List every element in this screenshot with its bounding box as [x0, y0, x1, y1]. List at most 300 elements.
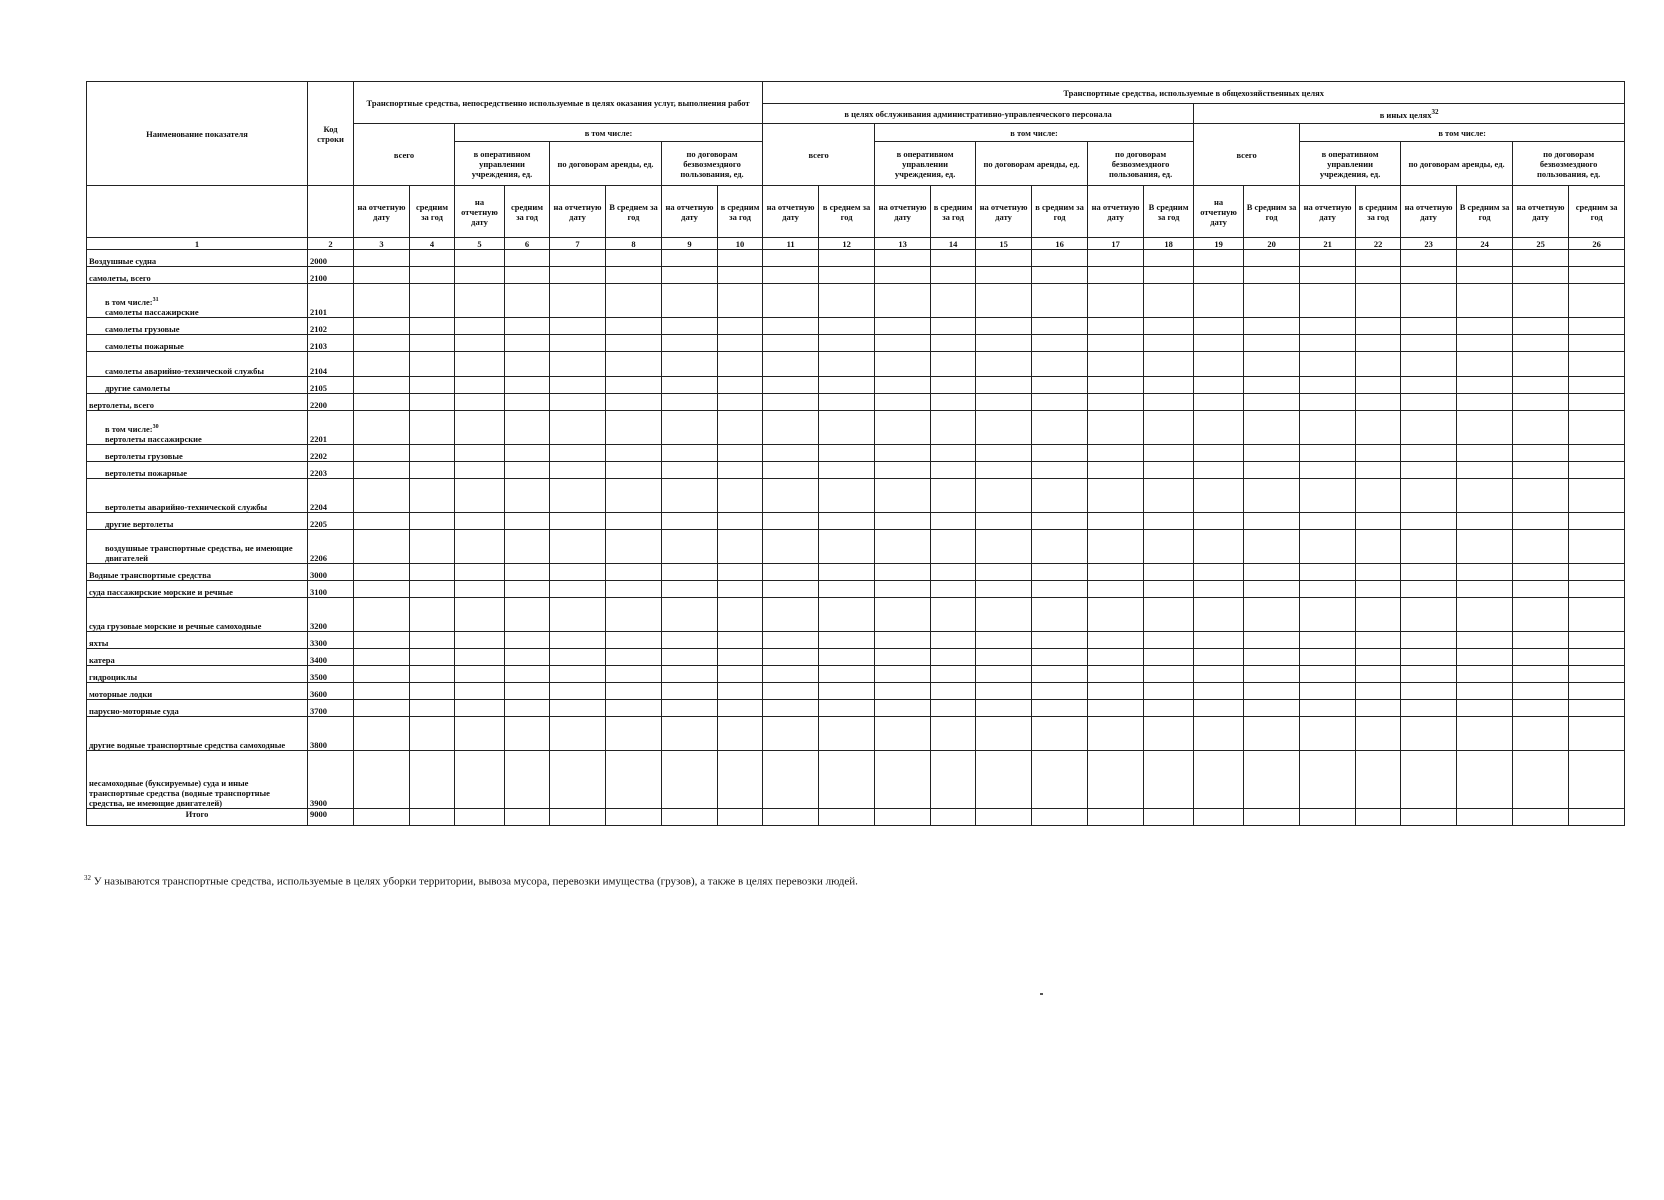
value-cell[interactable] — [455, 649, 505, 666]
value-cell[interactable] — [410, 335, 455, 352]
value-cell[interactable] — [606, 530, 662, 564]
value-cell[interactable] — [1401, 700, 1457, 717]
value-cell[interactable] — [1457, 632, 1513, 649]
value-cell[interactable] — [1569, 564, 1625, 581]
value-cell[interactable] — [550, 513, 606, 530]
value-cell[interactable] — [505, 377, 550, 394]
value-cell[interactable] — [505, 513, 550, 530]
value-cell[interactable] — [875, 445, 931, 462]
value-cell[interactable] — [1032, 318, 1088, 335]
value-cell[interactable] — [606, 632, 662, 649]
value-cell[interactable] — [1300, 267, 1356, 284]
value-cell[interactable] — [1401, 683, 1457, 700]
value-cell[interactable] — [976, 598, 1032, 632]
value-cell[interactable] — [505, 683, 550, 700]
value-cell[interactable] — [410, 462, 455, 479]
value-cell[interactable] — [1032, 267, 1088, 284]
value-cell[interactable] — [718, 581, 763, 598]
value-cell[interactable] — [763, 564, 819, 581]
value-cell[interactable] — [1401, 598, 1457, 632]
value-cell[interactable] — [1513, 513, 1569, 530]
value-cell[interactable] — [976, 530, 1032, 564]
value-cell[interactable] — [1401, 513, 1457, 530]
value-cell[interactable] — [550, 751, 606, 809]
value-cell[interactable] — [354, 267, 410, 284]
value-cell[interactable] — [1088, 598, 1144, 632]
value-cell[interactable] — [662, 445, 718, 462]
value-cell[interactable] — [1300, 666, 1356, 683]
value-cell[interactable] — [1300, 318, 1356, 335]
value-cell[interactable] — [718, 598, 763, 632]
value-cell[interactable] — [1300, 581, 1356, 598]
value-cell[interactable] — [1513, 632, 1569, 649]
value-cell[interactable] — [1194, 250, 1244, 267]
value-cell[interactable] — [1194, 445, 1244, 462]
value-cell[interactable] — [1457, 751, 1513, 809]
value-cell[interactable] — [505, 394, 550, 411]
value-cell[interactable] — [1356, 598, 1401, 632]
value-cell[interactable] — [662, 564, 718, 581]
value-cell[interactable] — [819, 683, 875, 700]
value-cell[interactable] — [455, 581, 505, 598]
value-cell[interactable] — [819, 377, 875, 394]
value-cell[interactable] — [1569, 683, 1625, 700]
value-cell[interactable] — [1401, 717, 1457, 751]
value-cell[interactable] — [976, 700, 1032, 717]
value-cell[interactable] — [410, 267, 455, 284]
value-cell[interactable] — [763, 717, 819, 751]
value-cell[interactable] — [1300, 394, 1356, 411]
value-cell[interactable] — [1569, 411, 1625, 445]
value-cell[interactable] — [1457, 318, 1513, 335]
value-cell[interactable] — [606, 479, 662, 513]
value-cell[interactable] — [718, 352, 763, 377]
value-cell[interactable] — [662, 649, 718, 666]
value-cell[interactable] — [1401, 411, 1457, 445]
value-cell[interactable] — [1356, 267, 1401, 284]
value-cell[interactable] — [1457, 352, 1513, 377]
value-cell[interactable] — [931, 411, 976, 445]
value-cell[interactable] — [550, 318, 606, 335]
value-cell[interactable] — [410, 751, 455, 809]
value-cell[interactable] — [718, 377, 763, 394]
value-cell[interactable] — [1032, 352, 1088, 377]
value-cell[interactable] — [354, 751, 410, 809]
value-cell[interactable] — [1144, 318, 1194, 335]
value-cell[interactable] — [1569, 284, 1625, 318]
value-cell[interactable] — [1300, 335, 1356, 352]
value-cell[interactable] — [1244, 479, 1300, 513]
value-cell[interactable] — [819, 352, 875, 377]
value-cell[interactable] — [550, 683, 606, 700]
value-cell[interactable] — [1457, 479, 1513, 513]
value-cell[interactable] — [1144, 809, 1194, 826]
value-cell[interactable] — [1088, 700, 1144, 717]
value-cell[interactable] — [819, 666, 875, 683]
value-cell[interactable] — [1569, 479, 1625, 513]
value-cell[interactable] — [763, 683, 819, 700]
value-cell[interactable] — [875, 581, 931, 598]
value-cell[interactable] — [1513, 352, 1569, 377]
value-cell[interactable] — [763, 530, 819, 564]
value-cell[interactable] — [455, 250, 505, 267]
value-cell[interactable] — [455, 479, 505, 513]
value-cell[interactable] — [1513, 666, 1569, 683]
value-cell[interactable] — [1032, 462, 1088, 479]
value-cell[interactable] — [354, 284, 410, 318]
value-cell[interactable] — [1457, 513, 1513, 530]
value-cell[interactable] — [662, 809, 718, 826]
value-cell[interactable] — [1457, 700, 1513, 717]
value-cell[interactable] — [1457, 250, 1513, 267]
value-cell[interactable] — [410, 377, 455, 394]
value-cell[interactable] — [875, 411, 931, 445]
value-cell[interactable] — [1144, 598, 1194, 632]
value-cell[interactable] — [1457, 598, 1513, 632]
value-cell[interactable] — [662, 581, 718, 598]
value-cell[interactable] — [1032, 581, 1088, 598]
value-cell[interactable] — [662, 632, 718, 649]
value-cell[interactable] — [1356, 445, 1401, 462]
value-cell[interactable] — [606, 581, 662, 598]
value-cell[interactable] — [763, 598, 819, 632]
value-cell[interactable] — [1401, 335, 1457, 352]
value-cell[interactable] — [718, 649, 763, 666]
value-cell[interactable] — [1356, 335, 1401, 352]
value-cell[interactable] — [1401, 284, 1457, 318]
value-cell[interactable] — [1401, 318, 1457, 335]
value-cell[interactable] — [1244, 377, 1300, 394]
value-cell[interactable] — [455, 352, 505, 377]
value-cell[interactable] — [1244, 513, 1300, 530]
value-cell[interactable] — [931, 751, 976, 809]
value-cell[interactable] — [354, 564, 410, 581]
value-cell[interactable] — [718, 318, 763, 335]
value-cell[interactable] — [931, 318, 976, 335]
value-cell[interactable] — [875, 700, 931, 717]
value-cell[interactable] — [1300, 700, 1356, 717]
value-cell[interactable] — [550, 666, 606, 683]
value-cell[interactable] — [1194, 394, 1244, 411]
value-cell[interactable] — [550, 598, 606, 632]
value-cell[interactable] — [1356, 377, 1401, 394]
value-cell[interactable] — [763, 335, 819, 352]
value-cell[interactable] — [606, 564, 662, 581]
value-cell[interactable] — [505, 445, 550, 462]
value-cell[interactable] — [718, 513, 763, 530]
value-cell[interactable] — [410, 666, 455, 683]
value-cell[interactable] — [976, 267, 1032, 284]
value-cell[interactable] — [410, 318, 455, 335]
value-cell[interactable] — [455, 717, 505, 751]
value-cell[interactable] — [763, 513, 819, 530]
value-cell[interactable] — [763, 250, 819, 267]
value-cell[interactable] — [1401, 267, 1457, 284]
value-cell[interactable] — [718, 683, 763, 700]
value-cell[interactable] — [1513, 700, 1569, 717]
value-cell[interactable] — [1569, 700, 1625, 717]
value-cell[interactable] — [1513, 411, 1569, 445]
value-cell[interactable] — [1300, 632, 1356, 649]
value-cell[interactable] — [819, 530, 875, 564]
value-cell[interactable] — [1513, 530, 1569, 564]
value-cell[interactable] — [875, 530, 931, 564]
value-cell[interactable] — [505, 598, 550, 632]
value-cell[interactable] — [931, 649, 976, 666]
value-cell[interactable] — [718, 751, 763, 809]
value-cell[interactable] — [1088, 666, 1144, 683]
value-cell[interactable] — [1244, 666, 1300, 683]
value-cell[interactable] — [1356, 530, 1401, 564]
value-cell[interactable] — [931, 700, 976, 717]
value-cell[interactable] — [1513, 564, 1569, 581]
value-cell[interactable] — [410, 284, 455, 318]
value-cell[interactable] — [1401, 564, 1457, 581]
value-cell[interactable] — [763, 445, 819, 462]
value-cell[interactable] — [1513, 809, 1569, 826]
value-cell[interactable] — [976, 318, 1032, 335]
value-cell[interactable] — [1144, 335, 1194, 352]
value-cell[interactable] — [1144, 250, 1194, 267]
value-cell[interactable] — [662, 700, 718, 717]
value-cell[interactable] — [1457, 267, 1513, 284]
value-cell[interactable] — [354, 318, 410, 335]
value-cell[interactable] — [550, 377, 606, 394]
value-cell[interactable] — [976, 649, 1032, 666]
value-cell[interactable] — [976, 479, 1032, 513]
value-cell[interactable] — [1088, 649, 1144, 666]
value-cell[interactable] — [1244, 649, 1300, 666]
value-cell[interactable] — [662, 513, 718, 530]
value-cell[interactable] — [718, 666, 763, 683]
value-cell[interactable] — [875, 284, 931, 318]
value-cell[interactable] — [1032, 377, 1088, 394]
value-cell[interactable] — [875, 462, 931, 479]
value-cell[interactable] — [1088, 479, 1144, 513]
value-cell[interactable] — [606, 284, 662, 318]
value-cell[interactable] — [1194, 462, 1244, 479]
value-cell[interactable] — [410, 394, 455, 411]
value-cell[interactable] — [875, 267, 931, 284]
value-cell[interactable] — [1032, 284, 1088, 318]
value-cell[interactable] — [1194, 598, 1244, 632]
value-cell[interactable] — [763, 632, 819, 649]
value-cell[interactable] — [354, 335, 410, 352]
value-cell[interactable] — [1194, 284, 1244, 318]
value-cell[interactable] — [931, 598, 976, 632]
value-cell[interactable] — [505, 530, 550, 564]
value-cell[interactable] — [455, 683, 505, 700]
value-cell[interactable] — [1300, 809, 1356, 826]
value-cell[interactable] — [606, 411, 662, 445]
value-cell[interactable] — [976, 717, 1032, 751]
value-cell[interactable] — [931, 267, 976, 284]
value-cell[interactable] — [1032, 632, 1088, 649]
value-cell[interactable] — [505, 411, 550, 445]
value-cell[interactable] — [1401, 462, 1457, 479]
value-cell[interactable] — [1144, 462, 1194, 479]
value-cell[interactable] — [455, 267, 505, 284]
value-cell[interactable] — [763, 809, 819, 826]
value-cell[interactable] — [550, 564, 606, 581]
value-cell[interactable] — [763, 666, 819, 683]
value-cell[interactable] — [1513, 250, 1569, 267]
value-cell[interactable] — [1513, 284, 1569, 318]
value-cell[interactable] — [1513, 267, 1569, 284]
value-cell[interactable] — [606, 717, 662, 751]
value-cell[interactable] — [1088, 284, 1144, 318]
value-cell[interactable] — [718, 462, 763, 479]
value-cell[interactable] — [875, 352, 931, 377]
value-cell[interactable] — [505, 352, 550, 377]
value-cell[interactable] — [1032, 751, 1088, 809]
value-cell[interactable] — [1194, 717, 1244, 751]
value-cell[interactable] — [1244, 632, 1300, 649]
value-cell[interactable] — [1194, 530, 1244, 564]
value-cell[interactable] — [354, 700, 410, 717]
value-cell[interactable] — [1356, 581, 1401, 598]
value-cell[interactable] — [606, 318, 662, 335]
value-cell[interactable] — [875, 666, 931, 683]
value-cell[interactable] — [1194, 479, 1244, 513]
value-cell[interactable] — [1300, 411, 1356, 445]
value-cell[interactable] — [819, 335, 875, 352]
value-cell[interactable] — [1088, 530, 1144, 564]
value-cell[interactable] — [505, 751, 550, 809]
value-cell[interactable] — [505, 250, 550, 267]
value-cell[interactable] — [410, 581, 455, 598]
value-cell[interactable] — [662, 335, 718, 352]
value-cell[interactable] — [763, 700, 819, 717]
value-cell[interactable] — [505, 335, 550, 352]
value-cell[interactable] — [1032, 564, 1088, 581]
value-cell[interactable] — [1244, 717, 1300, 751]
value-cell[interactable] — [1032, 649, 1088, 666]
value-cell[interactable] — [1401, 394, 1457, 411]
value-cell[interactable] — [718, 700, 763, 717]
value-cell[interactable] — [606, 335, 662, 352]
value-cell[interactable] — [1513, 581, 1569, 598]
value-cell[interactable] — [1457, 445, 1513, 462]
value-cell[interactable] — [718, 479, 763, 513]
value-cell[interactable] — [1356, 513, 1401, 530]
value-cell[interactable] — [550, 462, 606, 479]
value-cell[interactable] — [1032, 700, 1088, 717]
value-cell[interactable] — [455, 284, 505, 318]
value-cell[interactable] — [662, 377, 718, 394]
value-cell[interactable] — [1244, 462, 1300, 479]
value-cell[interactable] — [1144, 683, 1194, 700]
value-cell[interactable] — [875, 513, 931, 530]
value-cell[interactable] — [1457, 717, 1513, 751]
value-cell[interactable] — [410, 250, 455, 267]
value-cell[interactable] — [1244, 530, 1300, 564]
value-cell[interactable] — [1244, 445, 1300, 462]
value-cell[interactable] — [410, 598, 455, 632]
value-cell[interactable] — [1244, 598, 1300, 632]
value-cell[interactable] — [819, 598, 875, 632]
value-cell[interactable] — [1300, 751, 1356, 809]
value-cell[interactable] — [763, 751, 819, 809]
value-cell[interactable] — [1569, 318, 1625, 335]
value-cell[interactable] — [1300, 513, 1356, 530]
value-cell[interactable] — [1401, 445, 1457, 462]
value-cell[interactable] — [875, 683, 931, 700]
value-cell[interactable] — [410, 479, 455, 513]
value-cell[interactable] — [1569, 462, 1625, 479]
value-cell[interactable] — [455, 598, 505, 632]
value-cell[interactable] — [606, 809, 662, 826]
value-cell[interactable] — [875, 564, 931, 581]
value-cell[interactable] — [1300, 250, 1356, 267]
value-cell[interactable] — [1032, 335, 1088, 352]
value-cell[interactable] — [718, 284, 763, 318]
value-cell[interactable] — [819, 479, 875, 513]
value-cell[interactable] — [1356, 683, 1401, 700]
value-cell[interactable] — [1144, 649, 1194, 666]
value-cell[interactable] — [1088, 352, 1144, 377]
value-cell[interactable] — [1401, 352, 1457, 377]
value-cell[interactable] — [1194, 411, 1244, 445]
value-cell[interactable] — [875, 335, 931, 352]
value-cell[interactable] — [1144, 352, 1194, 377]
value-cell[interactable] — [1194, 666, 1244, 683]
value-cell[interactable] — [819, 267, 875, 284]
value-cell[interactable] — [1032, 530, 1088, 564]
value-cell[interactable] — [763, 479, 819, 513]
value-cell[interactable] — [718, 250, 763, 267]
value-cell[interactable] — [505, 462, 550, 479]
value-cell[interactable] — [505, 809, 550, 826]
value-cell[interactable] — [1569, 377, 1625, 394]
value-cell[interactable] — [1457, 377, 1513, 394]
value-cell[interactable] — [505, 564, 550, 581]
value-cell[interactable] — [976, 683, 1032, 700]
value-cell[interactable] — [354, 649, 410, 666]
value-cell[interactable] — [1401, 479, 1457, 513]
value-cell[interactable] — [1088, 318, 1144, 335]
value-cell[interactable] — [606, 700, 662, 717]
value-cell[interactable] — [1144, 411, 1194, 445]
value-cell[interactable] — [976, 462, 1032, 479]
value-cell[interactable] — [1513, 318, 1569, 335]
value-cell[interactable] — [1088, 581, 1144, 598]
value-cell[interactable] — [1300, 479, 1356, 513]
value-cell[interactable] — [1457, 462, 1513, 479]
value-cell[interactable] — [455, 377, 505, 394]
value-cell[interactable] — [354, 513, 410, 530]
value-cell[interactable] — [1513, 649, 1569, 666]
value-cell[interactable] — [1401, 809, 1457, 826]
value-cell[interactable] — [455, 411, 505, 445]
value-cell[interactable] — [931, 445, 976, 462]
value-cell[interactable] — [455, 445, 505, 462]
value-cell[interactable] — [550, 632, 606, 649]
value-cell[interactable] — [1244, 564, 1300, 581]
value-cell[interactable] — [410, 411, 455, 445]
value-cell[interactable] — [505, 581, 550, 598]
value-cell[interactable] — [1401, 751, 1457, 809]
value-cell[interactable] — [1144, 284, 1194, 318]
value-cell[interactable] — [931, 335, 976, 352]
value-cell[interactable] — [550, 479, 606, 513]
value-cell[interactable] — [550, 581, 606, 598]
value-cell[interactable] — [662, 352, 718, 377]
value-cell[interactable] — [354, 598, 410, 632]
value-cell[interactable] — [550, 352, 606, 377]
value-cell[interactable] — [606, 445, 662, 462]
value-cell[interactable] — [1088, 564, 1144, 581]
